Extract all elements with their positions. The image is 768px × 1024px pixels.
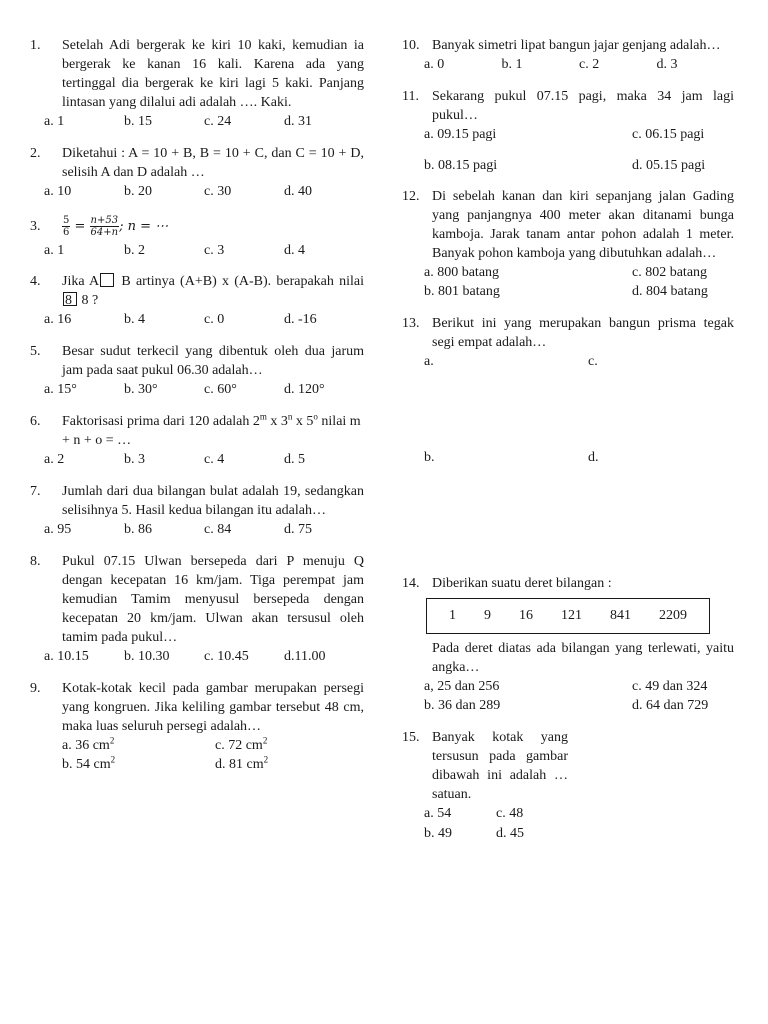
sequence-number: 121	[561, 608, 582, 623]
sequence-number: 9	[484, 608, 491, 623]
options-row-1	[402, 804, 734, 824]
question-text: Berikut ini yang merupakan bangun prisma tegak segi empat adalah…	[432, 316, 734, 350]
question-12	[402, 187, 734, 301]
option-d: d.11.00	[284, 649, 326, 664]
option-d: d. 64 dan 729	[632, 698, 709, 713]
option-b: b.	[424, 450, 435, 465]
option-a: a. 800 batang	[424, 265, 500, 280]
option-b: b. 2	[124, 243, 145, 258]
fraction-right: $\frac{n+53}{64+n}$	[90, 215, 119, 239]
option-b: b. 30°	[124, 382, 158, 397]
question-text: Pukul 07.15 Ulwan bersepeda dari P menuju Q dengan kecepatan 16 km/jam. Tiga perempat jam kemudian Tamim menyusul bersepeda dengan kecepatan 20 km/jam. Ulwan akan tersusul oleh tamim pada pukul…	[62, 554, 364, 645]
option-d: d. 31	[284, 114, 312, 129]
question-text: Jumlah dari dua bilangan bulat adalah 19, sedangkan selisihnya 5. Hasil kedua bilangan itu adalah…	[62, 484, 364, 518]
options-row-2	[402, 696, 734, 715]
question-text: Kotak-kotak kecil pada gambar merupakan persegi yang kongruen. Jika keliling gambar tersebut 48 cm, maka luas seluruh persegi adalah…	[62, 681, 364, 734]
options-row-2	[402, 824, 734, 844]
question-number: 13.	[402, 316, 420, 331]
option-c: c. 0	[204, 312, 225, 327]
question-number: 4.	[30, 274, 41, 289]
question-3	[30, 213, 364, 260]
option-b: b. 20	[124, 184, 152, 199]
option-b: b. 86	[124, 522, 152, 537]
question-15	[402, 728, 734, 844]
question-13	[402, 314, 734, 562]
options-row-1	[402, 263, 734, 282]
question-6	[30, 412, 364, 469]
option-a: a. 54	[424, 806, 452, 821]
question-10	[402, 36, 734, 74]
question-text: Sekarang pukul 07.15 pagi, maka 34 jam lagi pukul…	[432, 89, 734, 123]
option-c: c. 10.45	[204, 649, 249, 664]
prism-options-area	[402, 352, 734, 562]
question-text: Faktorisasi prima dari 120 adalah 2$^m$ x 3$^n$ x 5$^o$ nilai m + n + o = …	[62, 411, 361, 448]
option-a: a. 1	[44, 114, 65, 129]
option-a: a. 36 $cm^2$	[62, 735, 115, 753]
option-d: d. 4	[284, 243, 305, 258]
option-b: b. 10.30	[124, 649, 170, 664]
question-number: 5.	[30, 344, 41, 359]
option-b: b. 1	[501, 57, 523, 72]
option-d: d.	[588, 450, 599, 465]
option-d: d. 81 $cm^2$	[215, 754, 269, 772]
sequence-box	[426, 598, 710, 634]
option-b: b. 36 dan 289	[424, 698, 501, 713]
option-a: a. 10	[44, 184, 72, 199]
options	[30, 310, 364, 329]
option-c: c. 49 dan 324	[632, 679, 708, 694]
operator-box-icon	[100, 273, 114, 287]
question-7	[30, 482, 364, 539]
option-d: d. 45	[496, 826, 524, 841]
options	[30, 647, 364, 666]
option-d: d. 40	[284, 184, 312, 199]
question-14	[402, 574, 734, 715]
question-9	[30, 679, 364, 774]
option-c: c. 84	[204, 522, 232, 537]
question-number: 10.	[402, 38, 420, 53]
question-4	[30, 272, 364, 329]
options-row-1	[30, 736, 364, 755]
option-c: c. 72 $cm^2$	[215, 735, 268, 753]
question-number: 6.	[30, 414, 41, 429]
options-row-2	[402, 282, 734, 301]
options-row-1	[402, 677, 734, 696]
option-c: c. 48	[496, 806, 524, 821]
question-text: Besar sudut terkecil yang dibentuk oleh dua jarum jam pada saat pukul 06.30 adalah…	[62, 344, 364, 378]
option-a: a. 2	[44, 452, 65, 467]
option-a: a. 1	[44, 243, 65, 258]
sequence-number: 841	[610, 608, 631, 623]
option-c: c. 802 batang	[632, 265, 708, 280]
option-b: b. 4	[124, 312, 145, 327]
question-11	[402, 87, 734, 175]
question-number: 7.	[30, 484, 41, 499]
option-b: b. 49	[424, 826, 452, 841]
option-b: b. 3	[124, 452, 145, 467]
question-8	[30, 552, 364, 666]
option-c: c. 4	[204, 452, 225, 467]
options	[30, 112, 364, 131]
question-number: 14.	[402, 576, 420, 591]
option-c: c. 60°	[204, 382, 237, 397]
option-a: a, 25 dan 256	[424, 679, 500, 694]
question-number: 15.	[402, 730, 420, 745]
question-5	[30, 342, 364, 399]
question-number: 2.	[30, 146, 41, 161]
question-text-continued: Pada deret diatas ada bilangan yang terlewati, yaitu angka…	[432, 641, 734, 675]
question-text: Banyak kotak yang tersusun pada gambar dibawah ini adalah … satuan.	[432, 730, 568, 802]
option-d: d. -16	[284, 312, 317, 327]
sequence-number: 2209	[659, 608, 687, 623]
options	[30, 380, 364, 399]
option-c: c. 30	[204, 184, 232, 199]
question-number: 8.	[30, 554, 41, 569]
question-1	[30, 36, 364, 131]
question-number: 9.	[30, 681, 41, 696]
options	[30, 450, 364, 469]
question-text: Banyak simetri lipat bangun jajar genjang adalah…	[432, 38, 721, 53]
options-row-1	[402, 125, 734, 144]
option-b: b. 801 batang	[424, 284, 500, 299]
option-a: a. 16	[44, 312, 72, 327]
option-d: d. 3	[656, 57, 678, 72]
option-a: a. 15°	[44, 382, 77, 397]
option-c: c. 3	[204, 243, 225, 258]
options	[402, 55, 734, 74]
question-2	[30, 144, 364, 201]
right-column	[402, 36, 734, 844]
question-number: 11.	[402, 89, 419, 104]
question-text: Setelah Adi bergerak ke kiri 10 kaki, kemudian ia bergerak ke kanan 16 kali. Karena ada yang tertinggal dia bergerak ke kiri lagi 5 kaki. Panjang lintasan yang dilalui adi adalah …. Kaki.	[62, 38, 364, 110]
options-row-2	[30, 755, 364, 774]
option-a: a. 0	[424, 57, 445, 72]
question-number: 1.	[30, 38, 41, 53]
question-text: Di sebelah kanan dan kiri sepanjang jalan Gading yang panjangnya 400 meter akan ditanami bunga kamboja. Jarak tanam antar pohon adalah 1 meter. Banyak pohon kamboja yang dibutuhkan adalah…	[432, 189, 734, 261]
question-text: Diberikan suatu deret bilangan :	[432, 576, 612, 591]
question-equation: $\frac{5}{6}$ = $\frac{n+53}{64+n}$ ; n = ⋯	[63, 215, 169, 239]
option-b: b. 08.15 pagi	[424, 158, 498, 173]
option-b: b. 54 $cm^2$	[62, 754, 116, 772]
option-d: d. 5	[284, 452, 305, 467]
option-d: d. 804 batang	[632, 284, 708, 299]
option-a: a. 95	[44, 522, 72, 537]
option-c: c. 24	[204, 114, 232, 129]
left-column	[30, 36, 364, 774]
question-text: Diketahui : A = 10 + B, B = 10 + C, dan C = 10 + D, selisih A dan D adalah …	[62, 146, 364, 180]
question-text: Jika A B artinya (A+B) x (A-B). berapakah nilai 8 8 ?	[62, 274, 365, 308]
options	[30, 520, 364, 539]
option-b: b. 15	[124, 114, 152, 129]
options-row-2	[402, 156, 734, 175]
option-a: a. 10.15	[44, 649, 89, 664]
option-a: a.	[424, 354, 434, 369]
fraction-left: $\frac{5}{6}$	[63, 215, 70, 239]
question-number: 12.	[402, 189, 420, 204]
sequence-number: 16	[519, 608, 533, 623]
sequence-number: 1	[449, 608, 456, 623]
question-number: 3.	[30, 219, 41, 234]
options	[30, 241, 364, 260]
option-a: a. 09.15 pagi	[424, 127, 497, 142]
options	[30, 182, 364, 201]
option-d: d. 05.15 pagi	[632, 158, 706, 173]
option-c: c. 06.15 pagi	[632, 127, 705, 142]
option-c: c. 2	[579, 57, 600, 72]
operator-box-icon	[63, 292, 77, 306]
option-d: d. 120°	[284, 382, 325, 397]
option-c: c.	[588, 354, 598, 369]
option-d: d. 75	[284, 522, 312, 537]
